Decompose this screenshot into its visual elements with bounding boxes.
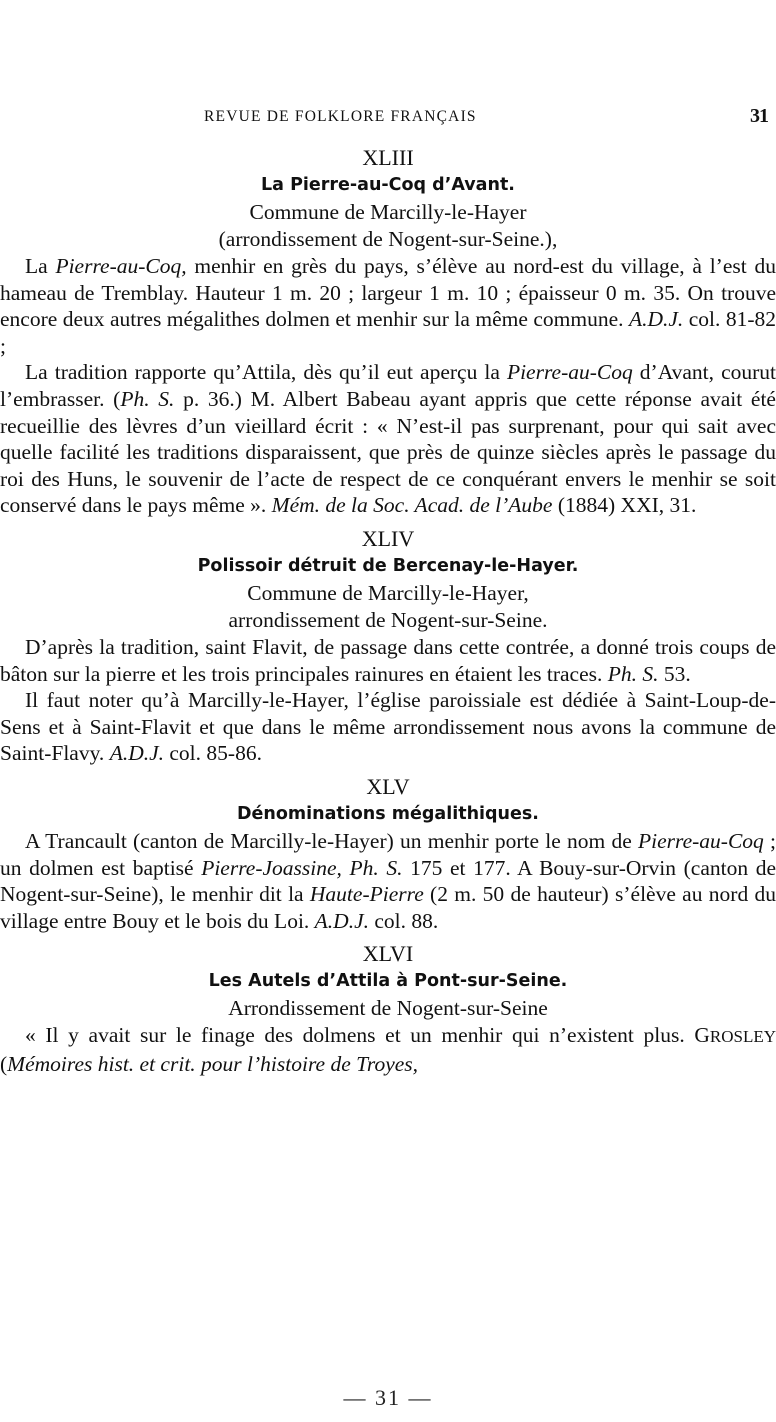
section-subheading: Commune de Marcilly-le-Hayer xyxy=(249,200,527,224)
journal-title: REVUE DE FOLKLORE FRANÇAIS xyxy=(204,108,477,125)
section-number: XLVI xyxy=(362,941,414,967)
section-subheading: Commune de Marcilly-le-Hayer, xyxy=(247,580,529,605)
body-paragraph: « Il y avait sur le finage des dolmens et un menhir qui n’existent plus. GROSLEY (Mémoires hist. et crit. pour l’histoire de Troyes, xyxy=(0,1023,776,1076)
article-body xyxy=(0,144,776,1083)
section-heading: Les Autels d’Attila à Pont-sur-Seine. xyxy=(208,971,568,992)
section-heading: La Pierre-au-Coq d’Avant. xyxy=(261,175,515,195)
body-paragraph: La tradition rapporte qu’Attila, dès qu’il eut aperçu la Pierre-au-Coq d’Avant, courut l’embrasser. (Ph. S. p. 36.) M. Albert Babeau ayant appris que cette réponse avait été recueillie des lèvres d’un vieillard écrit : « N’est-il pas surprenant, pour qui sait avec quelle facilité les traditions disparaissent, que près de quinze siècles après le passage du roi des Huns, le souvenir de l’acte de respect de ce conquérant envers le menhir se soit conservé dans le pays même ». Mém. de la Soc. Acad. de l’Aube (1884) XXI, 31. xyxy=(0,360,776,518)
section-number: XLV xyxy=(366,773,410,799)
body-paragraph: D’après la tradition, saint Flavit, de passage dans cette contrée, a donné trois coups de bâton sur la pierre et les trois principales rainures en étaient les traces. Ph. S. 53. xyxy=(0,634,776,686)
section-heading: Polissoir détruit de Bercenay-le-Hayer. xyxy=(197,555,579,576)
section-heading: Dénominations mégalithiques. xyxy=(237,803,539,824)
section-subheading: (arrondissement de Nogent-sur-Seine.), xyxy=(218,227,558,251)
footer-page-number: — 31 — xyxy=(343,1385,433,1410)
section-subheading: Arrondissement de Nogent-sur-Seine xyxy=(228,996,548,1021)
running-head xyxy=(0,105,776,132)
body-paragraph: La Pierre-au-Coq, menhir en grès du pays, s’élève au nord-est du village, à l’est du hameau de Tremblay. Hauteur 1 m. 20 ; largeur 1 m. 10 ; épaisseur 0 m. 35. On trouve encore deux autres mégalithes dolmen et menhir sur la même commune. A.D.J. col. 81-82 ; xyxy=(0,254,776,358)
section-number: XLIV xyxy=(361,525,415,551)
body-paragraph: Il faut noter qu’à Marcilly-le-Hayer, l’église paroissiale est dédiée à Saint-Loup-de-Sens et à Saint-Flavit et que dans le même arrondissement nous avons la commune de Saint-Flavy. A.D.J. col. 85-86. xyxy=(0,688,776,766)
section-subheading: arrondissement de Nogent-sur-Seine. xyxy=(228,607,548,632)
page-number: 31 xyxy=(750,105,768,127)
body-paragraph: A Trancault (canton de Marcilly-le-Hayer) un menhir porte le nom de Pierre-au-Coq ; un dolmen est baptisé Pierre-Joassine, Ph. S. 175 et 177. A Bouy-sur-Orvin (canton de Nogent-sur-Seine), le menhir dit la Haute-Pierre (2 m. 50 de hauteur) s’élève au nord du village entre Bouy et le bois du Loi. A.D.J. col. 88. xyxy=(0,828,776,933)
section-number: XLIII xyxy=(362,145,414,170)
